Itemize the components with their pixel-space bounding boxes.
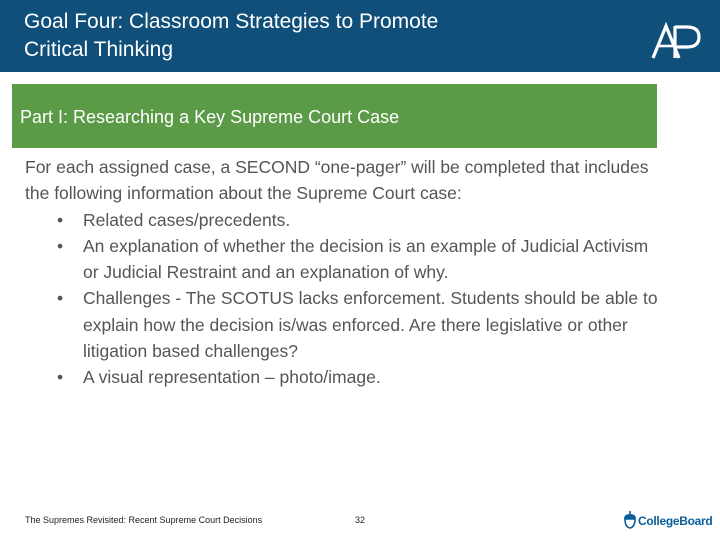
ap-logo-icon	[651, 22, 703, 62]
college-board-logo-text: CollegeBoard	[638, 514, 713, 528]
bullet-item	[25, 207, 665, 233]
bullet-item	[25, 233, 665, 286]
slide-title-line-1: Goal Four: Classroom Strategies to Promote	[24, 10, 439, 33]
section-title: Part I: Researching a Key Supreme Court Case	[20, 107, 400, 127]
footer-page-number: 32	[355, 515, 366, 525]
section-banner	[12, 84, 657, 148]
bullet-list	[25, 207, 665, 391]
slide-title	[24, 8, 624, 64]
bullet-item	[25, 364, 665, 390]
bullet-marker: •	[57, 235, 64, 256]
slide-header	[0, 0, 720, 72]
bullet-marker: •	[57, 209, 64, 230]
slide-body	[25, 154, 665, 391]
bullet-text: Related cases/precedents.	[83, 209, 291, 230]
acorn-icon	[620, 510, 640, 530]
bullet-text: A visual representation – photo/image.	[83, 367, 381, 388]
bullet-text: Challenges - The SCOTUS lacks enforcement. Students should be able to explain how the decision is/was enforced. Are there legislative or other litigation based challenges?	[83, 288, 658, 362]
intro-paragraph: For each assigned case, a SECOND “one-pager” will be completed that includes the following information about the Supreme Court case:	[25, 157, 649, 204]
bullet-text: An explanation of whether the decision is an example of Judicial Activism or Judicial Restraint and an explanation of why.	[83, 235, 649, 283]
college-board-logo	[620, 508, 713, 532]
bullet-marker: •	[57, 288, 64, 309]
bullet-item	[25, 285, 665, 364]
ap-logo	[651, 22, 703, 62]
footer-presentation-title: The Supremes Revisited: Recent Supreme Court Decisions	[25, 515, 263, 525]
bullet-marker: •	[57, 367, 64, 388]
slide-title-line-2: Critical Thinking	[24, 38, 173, 61]
